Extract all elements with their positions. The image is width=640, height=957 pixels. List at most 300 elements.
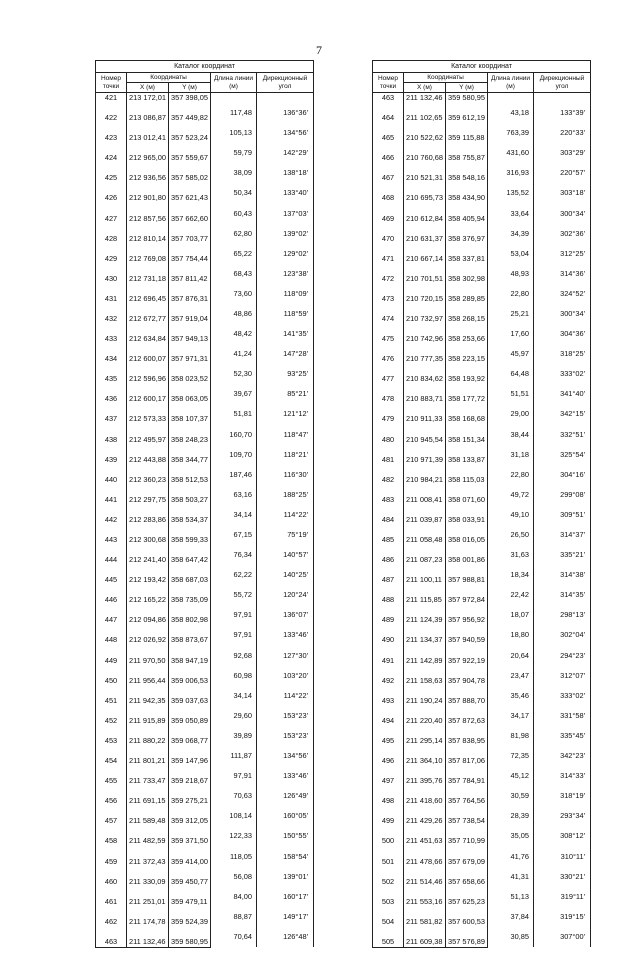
- header-x: X (м): [404, 83, 446, 93]
- coordinate-y: 359 450,77: [169, 877, 211, 897]
- coordinate-y: 358 873,67: [169, 635, 211, 655]
- coordinate-y: 357 784,91: [446, 776, 488, 796]
- direction-angle: 153°23': [257, 726, 314, 746]
- coordinate-x: 211 915,89: [127, 716, 169, 736]
- coordinate-x: 212 857,56: [127, 214, 169, 234]
- coordinate-x: 210 945,54: [404, 435, 446, 455]
- coordinate-y: 358 289,85: [446, 294, 488, 314]
- line-length: 34,39: [488, 224, 534, 244]
- point-number: 489: [373, 615, 404, 635]
- coordinate-x: 211 174,78: [127, 917, 169, 937]
- line-length: 51,51: [488, 384, 534, 404]
- direction-angle: 335°45': [534, 726, 591, 746]
- point-number: 501: [373, 857, 404, 877]
- coordinate-y: 357 972,84: [446, 595, 488, 615]
- coordinate-y: 357 585,02: [169, 173, 211, 193]
- point-number: 438: [96, 435, 127, 455]
- coordinate-x: 211 132,46: [127, 937, 169, 948]
- line-length: 60,43: [211, 203, 257, 223]
- direction-angle: 121°12': [257, 404, 314, 424]
- coordinate-y: 357 811,42: [169, 274, 211, 294]
- point-number: 494: [373, 716, 404, 736]
- direction-angle: 133°40': [257, 183, 314, 203]
- point-number: 441: [96, 495, 127, 515]
- direction-angle: 312°25': [534, 244, 591, 264]
- coordinate-y: 359 147,96: [169, 756, 211, 776]
- line-length: 31,63: [488, 545, 534, 565]
- header-coordinates: Координаты: [127, 73, 211, 83]
- coordinate-x: 211 087,23: [404, 555, 446, 575]
- header-y: Y (м): [169, 83, 211, 93]
- coordinate-y: 358 268,15: [446, 314, 488, 334]
- coordinate-x: 212 193,42: [127, 575, 169, 595]
- coordinate-y: 359 479,11: [169, 897, 211, 917]
- coordinate-x: 212 094,86: [127, 615, 169, 635]
- coordinate-y: 357 449,82: [169, 113, 211, 133]
- coordinate-y: 359 218,67: [169, 776, 211, 796]
- line-length: 22,80: [488, 284, 534, 304]
- coordinate-x: 211 478,66: [404, 857, 446, 877]
- point-number: 425: [96, 173, 127, 193]
- coordinate-y: 357 662,60: [169, 214, 211, 234]
- line-length: 56,08: [211, 867, 257, 887]
- coordinate-y: 358 376,97: [446, 234, 488, 254]
- direction-angle: 309°51': [534, 505, 591, 525]
- coordinate-y: 358 107,37: [169, 414, 211, 434]
- coordinate-y: 358 151,34: [446, 435, 488, 455]
- direction-angle: 85°21': [257, 384, 314, 404]
- direction-angle: 299°08': [534, 485, 591, 505]
- point-number: 427: [96, 214, 127, 234]
- coordinate-y: 357 621,43: [169, 193, 211, 213]
- point-number: 460: [96, 877, 127, 897]
- point-number: 452: [96, 716, 127, 736]
- point-number: 462: [96, 917, 127, 937]
- point-number: 469: [373, 214, 404, 234]
- coordinate-x: 210 612,84: [404, 214, 446, 234]
- coordinate-x: 211 581,82: [404, 917, 446, 937]
- point-number: 434: [96, 354, 127, 374]
- line-length: 135,52: [488, 183, 534, 203]
- coordinate-x: 212 573,33: [127, 414, 169, 434]
- coordinate-y: 358 947,19: [169, 656, 211, 676]
- line-length: 45,12: [488, 766, 534, 786]
- line-length: 63,16: [211, 485, 257, 505]
- point-number: 481: [373, 455, 404, 475]
- coordinate-x: 212 283,86: [127, 515, 169, 535]
- coordinate-y: 357 817,06: [446, 756, 488, 776]
- coordinate-x: 212 936,56: [127, 173, 169, 193]
- point-number: 482: [373, 475, 404, 495]
- direction-angle: 294°23': [534, 646, 591, 666]
- coordinate-y: 357 919,04: [169, 314, 211, 334]
- coordinate-y: 358 071,60: [446, 495, 488, 515]
- coordinate-y: 358 405,94: [446, 214, 488, 234]
- point-number: 497: [373, 776, 404, 796]
- direction-angle: 149°17': [257, 907, 314, 927]
- coordinate-x: 211 418,60: [404, 796, 446, 816]
- line-length: 60,98: [211, 666, 257, 686]
- coordinate-y: 358 548,16: [446, 173, 488, 193]
- coordinate-y: 359 612,19: [446, 113, 488, 133]
- line-length: 52,30: [211, 364, 257, 384]
- point-number: 503: [373, 897, 404, 917]
- point-number: 428: [96, 234, 127, 254]
- header-line-length: Длина линии (м): [488, 73, 534, 93]
- coordinate-x: 210 667,14: [404, 254, 446, 274]
- direction-angle: 133°39': [534, 103, 591, 123]
- point-number: 496: [373, 756, 404, 776]
- direction-angle: 342°15': [534, 404, 591, 424]
- point-number: 449: [96, 656, 127, 676]
- coordinate-y: 357 949,13: [169, 334, 211, 354]
- catalog-body: [96, 93, 314, 957]
- direction-angle: 118°21': [257, 445, 314, 465]
- coordinate-x: 211 102,65: [404, 113, 446, 133]
- point-number: 456: [96, 796, 127, 816]
- direction-angle: 134°56': [257, 746, 314, 766]
- line-length: 92,68: [211, 646, 257, 666]
- point-row: [96, 93, 314, 104]
- coordinate-y: 357 971,31: [169, 354, 211, 374]
- direction-angle: 312°07': [534, 666, 591, 686]
- direction-angle: 114°22': [257, 505, 314, 525]
- coordinate-x: 211 295,14: [404, 736, 446, 756]
- coordinate-x: 211 429,26: [404, 816, 446, 836]
- coordinate-y: 357 710,99: [446, 836, 488, 856]
- line-length: 22,80: [488, 465, 534, 485]
- direction-angle: 308°12': [534, 826, 591, 846]
- point-number: 435: [96, 374, 127, 394]
- line-length: 41,76: [488, 846, 534, 866]
- point-number: 443: [96, 535, 127, 555]
- coordinate-x: 211 880,22: [127, 736, 169, 756]
- point-number: 433: [96, 334, 127, 354]
- coordinate-y: 357 838,95: [446, 736, 488, 756]
- coordinate-x: 210 984,21: [404, 475, 446, 495]
- line-length: 35,05: [488, 826, 534, 846]
- point-number: 492: [373, 676, 404, 696]
- coordinate-y: 357 988,81: [446, 575, 488, 595]
- direction-angle: 333°02': [534, 364, 591, 384]
- coordinate-y: 359 275,21: [169, 796, 211, 816]
- point-number: 475: [373, 334, 404, 354]
- coordinate-x: 212 297,75: [127, 495, 169, 515]
- direction-angle: 293°34': [534, 806, 591, 826]
- coordinate-y: 358 687,03: [169, 575, 211, 595]
- direction-angle: 307°00': [534, 927, 591, 948]
- line-length: 88,87: [211, 907, 257, 927]
- coordinate-y: 357 679,09: [446, 857, 488, 877]
- coordinate-y: 357 559,67: [169, 153, 211, 173]
- segment-spacer: [534, 93, 591, 104]
- coordinate-y: 359 115,88: [446, 133, 488, 153]
- coordinate-y: 358 023,52: [169, 374, 211, 394]
- line-length: 18,07: [488, 605, 534, 625]
- point-number: 505: [373, 937, 404, 948]
- line-length: 70,64: [211, 927, 257, 948]
- point-number: 448: [96, 635, 127, 655]
- line-length: 37,84: [488, 907, 534, 927]
- point-number: 480: [373, 435, 404, 455]
- coordinate-y: 358 248,23: [169, 435, 211, 455]
- coordinate-x: 211 190,24: [404, 696, 446, 716]
- coordinate-x: 210 701,51: [404, 274, 446, 294]
- direction-angle: 325°54': [534, 445, 591, 465]
- line-length: 25,21: [488, 304, 534, 324]
- line-length: 65,22: [211, 244, 257, 264]
- line-length: 48,86: [211, 304, 257, 324]
- point-number: 436: [96, 394, 127, 414]
- direction-angle: 147°28': [257, 344, 314, 364]
- header-line-length: Длина линии (м): [211, 73, 257, 93]
- coordinate-catalog-right: [372, 60, 591, 957]
- direction-angle: 136°07': [257, 605, 314, 625]
- coordinate-y: 358 337,81: [446, 254, 488, 274]
- coordinate-x: 212 731,18: [127, 274, 169, 294]
- direction-angle: 310°11': [534, 846, 591, 866]
- line-length: 53,04: [488, 244, 534, 264]
- point-number: 468: [373, 193, 404, 213]
- point-number: 458: [96, 836, 127, 856]
- point-number: 442: [96, 515, 127, 535]
- line-length: 97,91: [211, 605, 257, 625]
- line-length: 316,93: [488, 163, 534, 183]
- coordinate-x: 211 395,76: [404, 776, 446, 796]
- point-number: 493: [373, 696, 404, 716]
- line-length: 48,42: [211, 324, 257, 344]
- point-number: 479: [373, 414, 404, 434]
- direction-angle: 335°21': [534, 545, 591, 565]
- coordinate-x: 210 777,35: [404, 354, 446, 374]
- coordinate-x: 212 495,97: [127, 435, 169, 455]
- line-length: 34,14: [211, 505, 257, 525]
- point-number: 421: [96, 93, 127, 114]
- line-length: 118,05: [211, 846, 257, 866]
- line-length: 38,44: [488, 425, 534, 445]
- coordinate-y: 359 312,05: [169, 816, 211, 836]
- line-length: 109,70: [211, 445, 257, 465]
- point-number: 459: [96, 857, 127, 877]
- coordinate-x: 210 742,96: [404, 334, 446, 354]
- coordinate-x: 212 600,17: [127, 394, 169, 414]
- point-number: 498: [373, 796, 404, 816]
- direction-angle: 341°40': [534, 384, 591, 404]
- point-number: 455: [96, 776, 127, 796]
- line-length: 108,14: [211, 806, 257, 826]
- line-length: 31,18: [488, 445, 534, 465]
- coordinate-y: 358 033,91: [446, 515, 488, 535]
- point-number: 465: [373, 133, 404, 153]
- coordinate-x: 211 364,10: [404, 756, 446, 776]
- line-length: 55,72: [211, 585, 257, 605]
- coordinate-x: 210 522,62: [404, 133, 446, 153]
- line-length: 34,14: [211, 686, 257, 706]
- header-direction-angle: Дирекционный угол: [534, 73, 591, 93]
- direction-angle: 314°38': [534, 565, 591, 585]
- coordinate-x: 211 372,43: [127, 857, 169, 877]
- point-number: 451: [96, 696, 127, 716]
- point-number: 470: [373, 234, 404, 254]
- coordinate-x: 213 172,01: [127, 93, 169, 114]
- point-number: 467: [373, 173, 404, 193]
- coordinate-catalog-left: [95, 60, 314, 957]
- coordinate-x: 211 956,44: [127, 676, 169, 696]
- coordinate-x: 212 165,22: [127, 595, 169, 615]
- coordinate-x: 212 634,84: [127, 334, 169, 354]
- direction-angle: 158°54': [257, 846, 314, 866]
- direction-angle: 153°23': [257, 706, 314, 726]
- line-length: 43,18: [488, 103, 534, 123]
- coordinate-y: 358 168,68: [446, 414, 488, 434]
- line-length: 48,93: [488, 264, 534, 284]
- segment-spacer: [488, 93, 534, 104]
- coordinate-x: 212 901,80: [127, 193, 169, 213]
- coordinate-y: 359 050,89: [169, 716, 211, 736]
- direction-angle: 188°25': [257, 485, 314, 505]
- line-length: 160,70: [211, 425, 257, 445]
- direction-angle: 120°24': [257, 585, 314, 605]
- coordinate-x: 211 251,01: [127, 897, 169, 917]
- coordinate-y: 358 503,27: [169, 495, 211, 515]
- direction-angle: 150°55': [257, 826, 314, 846]
- coordinate-y: 358 177,72: [446, 394, 488, 414]
- coordinate-y: 357 872,63: [446, 716, 488, 736]
- line-length: 39,67: [211, 384, 257, 404]
- coordinate-y: 357 956,92: [446, 615, 488, 635]
- line-length: 122,33: [211, 826, 257, 846]
- direction-angle: 133°46': [257, 766, 314, 786]
- coordinate-x: 211 942,35: [127, 696, 169, 716]
- coordinate-x: 211 115,85: [404, 595, 446, 615]
- direction-angle: 300°34': [534, 203, 591, 223]
- line-length: 50,34: [211, 183, 257, 203]
- coordinate-y: 357 523,24: [169, 133, 211, 153]
- coordinate-x: 210 971,39: [404, 455, 446, 475]
- coordinate-y: 359 580,95: [169, 937, 211, 948]
- coordinate-x: 212 696,45: [127, 294, 169, 314]
- point-number: 463: [96, 937, 127, 948]
- line-length: 51,81: [211, 404, 257, 424]
- coordinate-x: 212 769,08: [127, 254, 169, 274]
- point-number: 502: [373, 877, 404, 897]
- line-length: 76,34: [211, 545, 257, 565]
- direction-angle: 220°33': [534, 123, 591, 143]
- point-number: 453: [96, 736, 127, 756]
- direction-angle: 114°22': [257, 686, 314, 706]
- point-number: 440: [96, 475, 127, 495]
- direction-angle: 103°20': [257, 666, 314, 686]
- point-number: 484: [373, 515, 404, 535]
- point-number: 464: [373, 113, 404, 133]
- coordinate-y: 358 253,66: [446, 334, 488, 354]
- point-number: 486: [373, 555, 404, 575]
- coordinate-y: 358 344,77: [169, 455, 211, 475]
- direction-angle: 160°05': [257, 806, 314, 826]
- direction-angle: 116°30': [257, 465, 314, 485]
- line-length: 73,60: [211, 284, 257, 304]
- direction-angle: 93°25': [257, 364, 314, 384]
- line-length: 30,85: [488, 927, 534, 948]
- direction-angle: 314°36': [534, 264, 591, 284]
- point-number: 457: [96, 816, 127, 836]
- line-length: 111,87: [211, 746, 257, 766]
- point-number: 444: [96, 555, 127, 575]
- direction-angle: 304°16': [534, 465, 591, 485]
- line-length: 51,13: [488, 887, 534, 907]
- line-length: 30,59: [488, 786, 534, 806]
- coordinate-y: 358 802,98: [169, 615, 211, 635]
- coordinate-x: 211 691,15: [127, 796, 169, 816]
- coordinate-y: 358 001,86: [446, 555, 488, 575]
- direction-angle: 304°36': [534, 324, 591, 344]
- point-number: 431: [96, 294, 127, 314]
- direction-angle: 140°25': [257, 565, 314, 585]
- coordinate-x: 211 134,37: [404, 635, 446, 655]
- line-length: 38,09: [211, 163, 257, 183]
- point-number: 446: [96, 595, 127, 615]
- line-length: 22,42: [488, 585, 534, 605]
- direction-angle: 123°38': [257, 264, 314, 284]
- point-number: 461: [96, 897, 127, 917]
- coordinate-y: 357 904,78: [446, 676, 488, 696]
- point-number: 432: [96, 314, 127, 334]
- coordinate-y: 359 068,77: [169, 736, 211, 756]
- direction-angle: 303°18': [534, 183, 591, 203]
- direction-angle: 118°59': [257, 304, 314, 324]
- point-number: 487: [373, 575, 404, 595]
- coordinate-y: 357 658,66: [446, 877, 488, 897]
- coordinate-y: 358 534,37: [169, 515, 211, 535]
- coordinate-y: 357 876,31: [169, 294, 211, 314]
- direction-angle: 332°51': [534, 425, 591, 445]
- catalog-title: Каталог координат: [373, 61, 591, 73]
- point-number: 485: [373, 535, 404, 555]
- point-number: 474: [373, 314, 404, 334]
- coordinate-y: 359 580,95: [446, 93, 488, 114]
- coordinate-y: 359 371,50: [169, 836, 211, 856]
- coordinate-y: 359 524,39: [169, 917, 211, 937]
- header-coordinates: Координаты: [404, 73, 488, 83]
- line-length: 17,60: [488, 324, 534, 344]
- coordinate-x: 212 600,07: [127, 354, 169, 374]
- point-number: 472: [373, 274, 404, 294]
- point-number: 424: [96, 153, 127, 173]
- coordinate-x: 213 086,87: [127, 113, 169, 133]
- direction-angle: 330°21': [534, 867, 591, 887]
- header-x: X (м): [127, 83, 169, 93]
- coordinate-x: 210 883,71: [404, 394, 446, 414]
- point-number: 490: [373, 635, 404, 655]
- header-point-number: Номер точки: [96, 73, 127, 93]
- direction-angle: 160°17': [257, 887, 314, 907]
- line-length: 105,13: [211, 123, 257, 143]
- line-length: 18,34: [488, 565, 534, 585]
- coordinate-y: 358 223,15: [446, 354, 488, 374]
- catalog-body: [373, 93, 591, 957]
- line-length: 97,91: [211, 625, 257, 645]
- coordinate-y: 357 888,70: [446, 696, 488, 716]
- coordinate-x: 212 596,96: [127, 374, 169, 394]
- direction-angle: 75°19': [257, 525, 314, 545]
- direction-angle: 220°57': [534, 163, 591, 183]
- line-length: 41,24: [211, 344, 257, 364]
- direction-angle: 324°52': [534, 284, 591, 304]
- direction-angle: 142°29': [257, 143, 314, 163]
- coordinate-x: 211 039,87: [404, 515, 446, 535]
- line-length: 763,39: [488, 123, 534, 143]
- coordinate-y: 358 647,42: [169, 555, 211, 575]
